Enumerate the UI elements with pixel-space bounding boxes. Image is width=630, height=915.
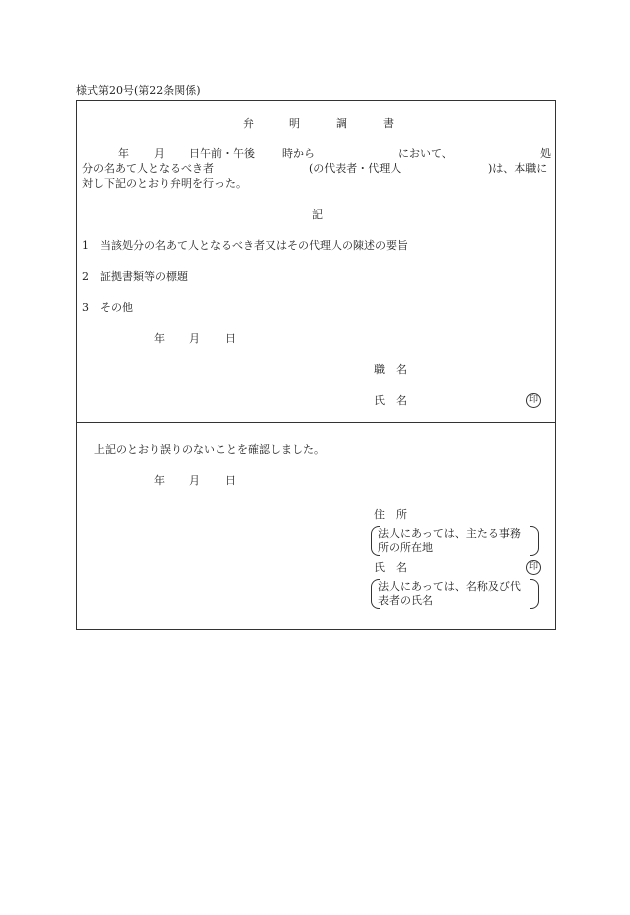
title-char-4: 書 [383, 117, 394, 130]
date-month: 月 [189, 332, 200, 345]
date-month: 月 [189, 474, 200, 487]
address-label: 住 所 [374, 508, 407, 521]
intro-representative: (の代表者・代理人 [309, 162, 402, 175]
date-year: 年 [154, 474, 165, 487]
seal-stamp: 印 [526, 560, 541, 575]
date-day: 日 [225, 332, 236, 345]
seal-stamp: 印 [526, 393, 541, 408]
title-char-2: 明 [289, 117, 300, 130]
address-note-line2: 所の所在地 [378, 541, 433, 554]
title-char-1: 弁 [243, 117, 254, 130]
intro-month: 月 [154, 147, 165, 160]
official-name-label: 氏 名 [374, 394, 407, 407]
name-note-line2: 表者の氏名 [378, 594, 433, 607]
intro-addressee: 分の名あて人となるべき者 [82, 162, 214, 175]
item-text: 証拠書類等の標題 [100, 270, 188, 283]
right-bracket [530, 526, 539, 556]
date-year: 年 [154, 332, 165, 345]
confirmation-name-label: 氏 名 [374, 561, 407, 574]
title-char-3: 調 [336, 117, 347, 130]
item-text: 当該処分の名あて人となるべき者又はその代理人の陳述の要旨 [100, 239, 408, 252]
intro-day-time: 日午前・午後 [189, 147, 255, 160]
record-heading: 記 [312, 208, 323, 221]
official-position-label: 職 名 [374, 363, 407, 376]
intro-place: において、 [398, 147, 453, 160]
item-number: 1 [82, 239, 89, 252]
form-number: 様式第20号(第22条関係) [76, 84, 201, 97]
intro-line3: 対し下記のとおり弁明を行った。 [82, 177, 247, 190]
item-number: 3 [82, 301, 89, 314]
address-note-line1: 法人にあっては、主たる事務 [378, 527, 521, 540]
intro-closing: )は、本職に [488, 162, 548, 175]
item-number: 2 [82, 270, 89, 283]
item-text: その他 [100, 301, 133, 314]
intro-disposal-start: 処 [540, 147, 551, 160]
intro-year: 年 [118, 147, 129, 160]
confirmation-text: 上記のとおり誤りのないことを確認しました。 [94, 443, 325, 456]
section-divider [76, 422, 556, 423]
name-note-line1: 法人にあっては、名称及び代 [378, 580, 521, 593]
date-day: 日 [225, 474, 236, 487]
right-bracket [530, 579, 539, 609]
intro-hour-from: 時から [282, 147, 315, 160]
